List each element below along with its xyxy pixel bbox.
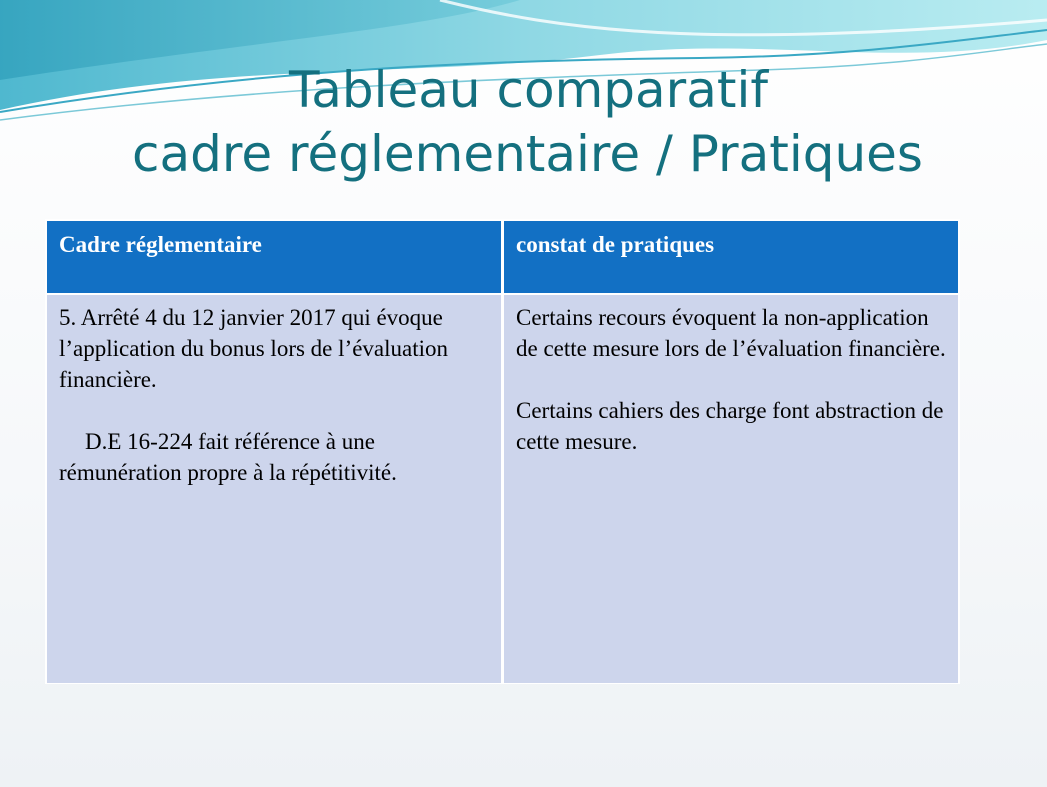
cell-paragraph: Certains recours évoquent la non-application de cette mesure lors de l’évaluation financière. [516, 305, 946, 361]
header-constat-de-pratiques: constat de pratiques [504, 221, 958, 293]
cell-paragraph: Certains cahiers des charge font abstraction de cette mesure. [516, 398, 944, 454]
cell-paragraph: D.E 16-224 fait référence à une rémunération propre à la répétitivité. [59, 429, 397, 485]
title-line-1: Tableau comparatif [289, 61, 768, 119]
comparison-table [45, 219, 960, 684]
cell-paragraph: 5. Arrêté 4 du 12 janvier 2017 qui évoque l’application du bonus lors de l’évaluation financière. [59, 305, 448, 392]
header-cadre-reglementaire: Cadre réglementaire [47, 221, 501, 293]
cell-constat-de-pratiques [504, 295, 958, 683]
title-line-2: cadre réglementaire / Pratiques [132, 125, 923, 183]
slide-title [0, 58, 1047, 186]
cell-cadre-reglementaire [47, 295, 501, 683]
